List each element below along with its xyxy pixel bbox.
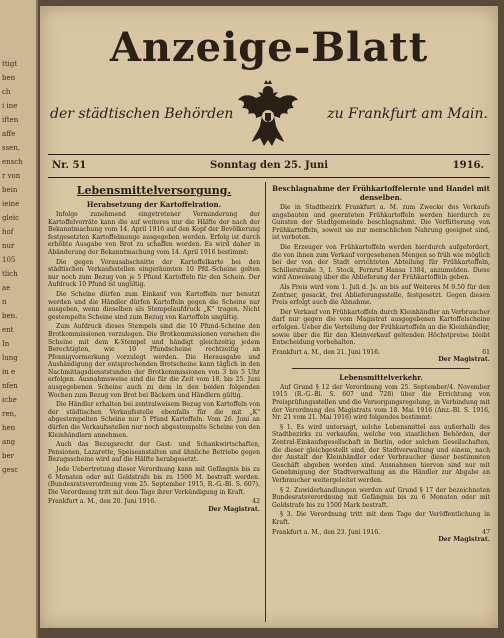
previous-page-text-fragment: ang bbox=[2, 438, 16, 446]
previous-page-text-fragment: gleic bbox=[2, 214, 20, 222]
previous-page-text-fragment: lung bbox=[2, 354, 18, 362]
previous-page-text-fragment: i ine bbox=[2, 102, 18, 110]
paragraph: Die gegen Vorausabschnitte der Kartoffelkarte bei den städtischen Verkaufsstellen eingeräumten 10 Pfd.-Scheine gelten nur noch zum Bezug von je 5 Pfund Kartoffeln für den Schein. Der Aufdruck 10 Pfund ist ungültig. bbox=[48, 258, 260, 289]
previous-page-text-fragment: hof bbox=[2, 228, 14, 236]
issue-date: Sonntag den 25. Juni bbox=[209, 160, 329, 171]
previous-page-text-fragment: bein bbox=[2, 186, 18, 194]
paragraph: § 2. Zuwiderhandlungen werden auf Grund § 17 der bezeichneten Bundesratsverordnung mit Gefängnis bis zu 6 Monaten oder mit Geldstrafe bis zu 1500 Mark bestraft. bbox=[272, 486, 490, 509]
previous-page-text-fragment: ttigt bbox=[2, 60, 18, 68]
paragraph: Die Scheine dürfen zum Einkauf von Kartoffeln nur benutzt werden und die Händler dürfen Kartoffeln gegen die Scheine nur ausgeben, wenn dieselben als Stempelaufdruck „K" tragen. Nicht gestempelte Scheine sind zum Bezug von Kartoffeln ungültig. bbox=[48, 290, 260, 321]
article-heading: Beschlagnahme der Frühkartoffelernte und Handel mit denselben. bbox=[272, 184, 490, 202]
previous-page-text-fragment: ben. bbox=[2, 312, 18, 320]
footer-number: 61 bbox=[482, 348, 490, 356]
masthead-subtitle-right: zu Frankfurt am Main. bbox=[327, 106, 488, 122]
previous-page-text-fragment: affe bbox=[2, 130, 16, 138]
previous-page-text-fragment: nfen bbox=[2, 382, 18, 390]
masthead bbox=[40, 6, 498, 156]
previous-page-text-fragment: 105 bbox=[2, 256, 16, 264]
masthead-subtitle-left: der städtischen Behörden bbox=[50, 106, 234, 122]
left-column bbox=[48, 184, 260, 624]
footer-number: 47 bbox=[482, 528, 490, 536]
paragraph: Jede Uebertretung dieser Verordnung kann mit Gefängnis bis zu 6 Monaten oder mit Geldstrafe bis zu 1500 M. bestraft werden. (Bundesratsverordnung vom 25. September 1915, R.-G.-Bl. S. 607). Die Verordnung tritt mit dem Tage ihrer Verkündigung in Kraft. bbox=[48, 466, 260, 496]
issue-number: Nr. 51 bbox=[52, 160, 87, 171]
imperial-eagle-emblem bbox=[236, 80, 300, 150]
previous-page-edge bbox=[0, 0, 38, 638]
previous-page-text-fragment: ent bbox=[2, 326, 14, 334]
paragraph: Die Händler erhalten bei zentralweisem Bezug von Kartoffeln von der städtischen Verkaufsstelle ebenfalls für die mit „K" abgestempelten Scheine nur 5 Pfund Kartoffeln. Vom 26. Juni an dürfen die Verkaufsstellen nur noch abgestempelte Scheine von den Kleinhändlern annehmen. bbox=[48, 401, 260, 439]
previous-page-text-fragment: n bbox=[2, 298, 7, 306]
paragraph: Als Preis wird vom 1. Juli d. Js. an bis auf Weiteres M 9.50 für den Zentner, gesackt, frei Ablieferungsstelle, festgesetzt. Gegen diesen Preis erfolgt auch die Abnahme. bbox=[272, 283, 490, 307]
paragraph: Infolge zunehmend eingetretener Verminderung der Kartoffelvorräte kann die auf weiteres nur die Hälfte der nach der Bekanntmachung vom 14. April 1916 auf den Kopf der Bevölkerung festgesetzten Kartoffelmenge ausgegeben werden. Erfolg ist durch erhöhte Ausgabe von Brot zu schaffen worden. Es wird daher in Abänderung der Bekanntmachung vom 14. April 1916 bestimmt: bbox=[48, 211, 260, 256]
previous-page-text-fragment: gesc bbox=[2, 466, 19, 474]
footer-number: 42 bbox=[252, 498, 260, 506]
article-subheading: Herabsetzung der Kartoffelration. bbox=[86, 200, 222, 209]
previous-page-text-fragment: ch bbox=[2, 88, 11, 96]
footer-place-date: Frankfurt a. M., den 20. Juni 1916. bbox=[48, 498, 157, 506]
previous-page-text-fragment: ssen, bbox=[2, 144, 21, 152]
newspaper-page bbox=[40, 6, 498, 628]
paragraph: Die Erzeuger von Frühkartoffeln werden hierdurch aufgefordert, die von ihnen zum Verkauf vorgesehenen Mengen so früh wie möglich bei der von der Stadt errichteten Abteilung für Frühkartoffeln, Schillerstraße 3, I. Stock, Fernruf Hansa 1384, anzumelden. Diese wird Anweisung über die Ablieferung der Frühkartoffeln geben. bbox=[272, 243, 490, 282]
previous-page-text-fragment: ben bbox=[2, 74, 16, 82]
paragraph: Zum Aufdruck dieses Stempels sind die 10 Pfund-Scheine den Brotkommissionen vorzulegen. Die Brotkommissionen versehen die Scheine mit dem K-Stempel und händigt gleichzeitig jedem Berechtigten, wie 10 Pfundscheine rechtzeitig an Pfennigvormerkung vorzulegt werden. Die Herausgabe und Aushändigung der entsprechenden Brotscheine kann täglich in den Nachmittagsdienststunden der Brotkommissionen von 3 bis 5 Uhr erfolgen. Ausnahmsweise sind die für die Zeit vom 18. bis 25. Juni ausgegebenen Scheine auch zu dem in den beiden folgenden Wochen zum Bezug von Brot bei Bäckern und Händlern gültig. bbox=[48, 323, 260, 399]
previous-page-text-fragment: hen bbox=[2, 424, 16, 432]
article-heading: Lebensmittelversorgung. bbox=[76, 184, 232, 197]
footer-signature: Der Magistrat. bbox=[438, 536, 490, 544]
previous-page-text-fragment: ber bbox=[2, 452, 14, 460]
previous-page-text-fragment: iche bbox=[2, 396, 17, 404]
footer-signature: Der Magistrat. bbox=[208, 505, 260, 513]
previous-page-text-fragment: ren, bbox=[2, 410, 17, 418]
right-column bbox=[272, 184, 490, 624]
footer-signature: Der Magistrat. bbox=[438, 356, 490, 364]
column-divider bbox=[265, 182, 266, 622]
footer-place-date: Frankfurt a. M., den 21. Juni 1916. bbox=[272, 348, 381, 356]
previous-page-text-fragment: ieine bbox=[2, 200, 20, 208]
previous-page-text-fragment: ae bbox=[2, 284, 11, 292]
footer-place-date: Frankfurt a. M., den 23. Juni 1916. bbox=[272, 528, 381, 536]
footer-line bbox=[48, 498, 260, 506]
previous-page-text-fragment: r von bbox=[2, 172, 21, 180]
previous-page-text-fragment: iften bbox=[2, 116, 19, 124]
section-rule bbox=[292, 368, 470, 369]
previous-page-text-fragment: tlich bbox=[2, 270, 18, 278]
issue-year: 1916. bbox=[452, 160, 484, 171]
footer-line bbox=[272, 349, 490, 357]
previous-page-text-fragment: In bbox=[2, 340, 10, 348]
previous-page-text-fragment: in e bbox=[2, 368, 16, 376]
paragraph: § 1. Es wird untersagt, solche Lebensmittel aus außerhalb des Stadtbezirks zu verkaufen, welche von staatlichen Behörden, der Zentral-Einkaufsgesellschaft in Berlin, oder solchen Gesellschaften, die dieser gleichgestellt sind, der Stadtverwaltung und einem, nach der Anstalt der Kleinhändler oder Verbraucher dieser bestimmten Geschäft abgeben worden sind. Ausnahmen hiervon sind nur mit Genehmigung der Stadtverwaltung an die Händler zur Abgabe an Verbraucher weitergeleitet werden. bbox=[272, 423, 490, 484]
paragraph: § 3. Die Verordnung tritt mit dem Tage der Veröffentlichung in Kraft. bbox=[272, 511, 490, 526]
paragraph: Auf Grund § 12 der Verordnung vom 25. September/4. November 1915 (R.-G.-Bl. S. 607 und 728) über die Errichtung von Preisprüfungsstellen und die Versorgungsregelung, in Verbindung mit der Verordnung des Magistrats vom 18. Mai 1916 (Anz.-Bl. S. 1916, Nr. 21 vom 21. Mai 1916) wird folgendes bestimmt: bbox=[272, 383, 490, 422]
footer-line bbox=[272, 529, 490, 537]
previous-page-text-fragment: ensch bbox=[2, 158, 23, 166]
previous-page-text-fragment: nur bbox=[2, 242, 15, 250]
paragraph: Der Verkauf von Frühkartoffeln durch Kleinhändler an Verbraucher darf nur gegen die vom Magistrat ausgegebenen Kartoffelscheine erfolgen. Ueber die Verteilung der Frühkartoffeln an die Kleinhändler, sowie über die für den Kleinverkauf geltenden Höchstpreise bleibt Entscheidung vorbehalten. bbox=[272, 308, 490, 347]
paragraph: Auch das Bezugsrecht der Gast- und Schankwirtschaften, Pensionen, Lazarette, Speiseanstalten und ähnliche Betriebe gegen Bezugsscheine wird auf die Hälfte herabgesetzt. bbox=[48, 441, 260, 464]
article-heading: Lebensmittelverkehr. bbox=[339, 372, 423, 382]
paragraph: Die in Stadtbezirk Frankfurt a. M. zum Zwecke des Verkaufs angebauten und geernteten Frühkartoffeln werden hierdurch zu Gunsten der Stadtgemeinde beschlagnahmt. Die Verfütterung von Frühkartoffeln, soweit sie zur menschlichen Nahrung geeignet sind, ist verboten. bbox=[272, 204, 490, 242]
masthead-title: Anzeige-Blatt bbox=[109, 24, 429, 71]
dateline bbox=[48, 154, 490, 178]
